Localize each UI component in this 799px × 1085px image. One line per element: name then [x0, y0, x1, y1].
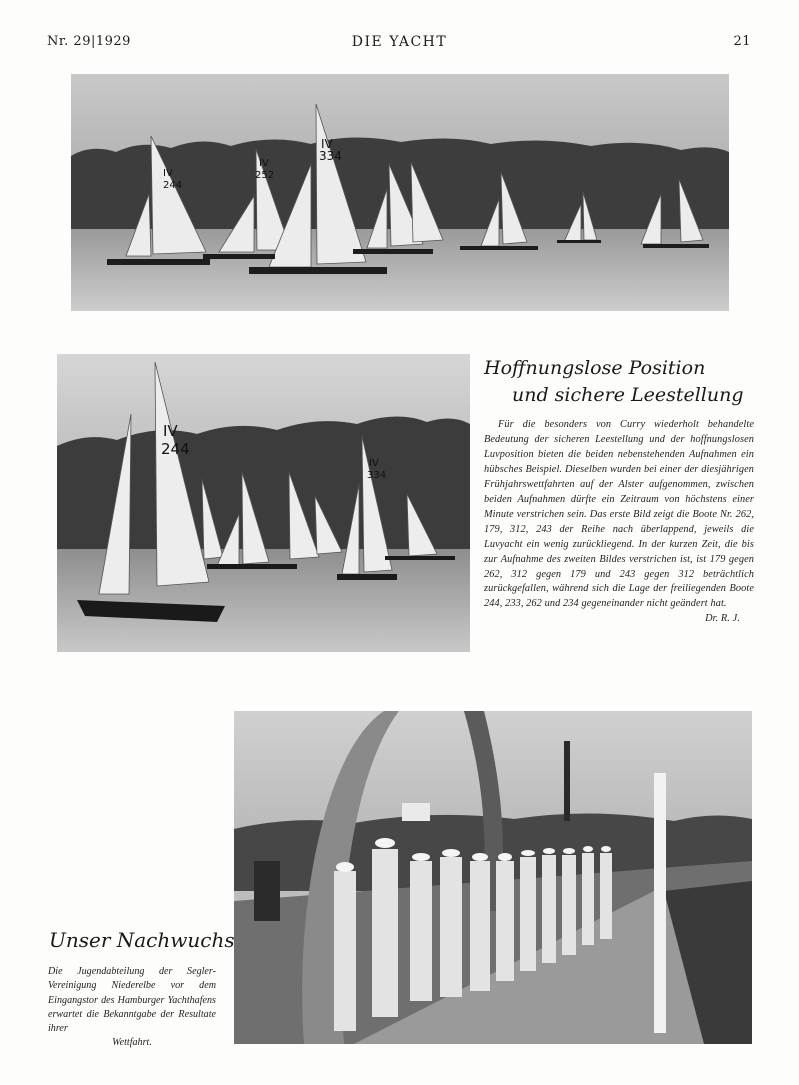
svg-text:IV: IV — [259, 158, 269, 169]
svg-text:334: 334 — [367, 470, 387, 481]
svg-text:244: 244 — [163, 180, 183, 191]
article-body — [484, 418, 754, 627]
photo-caption — [48, 965, 216, 1051]
caption-last-line: Wettfahrt. — [112, 1037, 152, 1049]
article-title-line2: und sichere Leestellung — [512, 384, 744, 406]
svg-text:IV: IV — [163, 422, 178, 440]
section-title: Unser Nachwuchs — [49, 928, 235, 952]
youth-group-photo — [234, 711, 752, 1044]
article-author: Dr. R. J. — [705, 613, 740, 625]
svg-text:IV: IV — [321, 137, 333, 151]
article-title-line1: Hoffnungslose Position — [484, 357, 706, 379]
article-text: Für die besonders von Curry wiederholt behandelte Bedeutung der sicheren Leestellung und der hoffnungslosen Luvposition bieten die beiden nebenstehenden Aufnahmen ein hübsches Beispiel. Dieselben wurden bei einer der diesjährigen Frühjahrswettfahrten auf der Alster aufgenommen, zwischen beiden Aufnahmen dürfte ein Zeitraum von höchstens einer Minute verstrichen sein. Das erste Bild zeigt die Boote Nr. 262, 179, 312, 243 der Reihe nach überlappend, jeweils die Luvyacht ein wenig zurückliegend. In der kurzen Zeit, die bis zur Aufnahme des zweiten Bildes verstrichen ist, ist 179 gegen 262, 312 gegen 179 und 243 gegen 312 beträchtlich zurückgefallen, während sich die Lage der freiliegenden Boote 244, 233, 262 und 234 gegeneinander nicht geändert hat. — [484, 419, 754, 610]
regatta-photo-middle — [57, 354, 470, 652]
page-number: 21 — [733, 34, 751, 49]
regatta-photo-top — [71, 74, 729, 311]
magazine-title: DIE YACHT — [351, 34, 448, 50]
svg-text:252: 252 — [255, 170, 275, 181]
svg-text:IV: IV — [369, 458, 379, 469]
svg-text:334: 334 — [319, 149, 342, 163]
svg-text:IV: IV — [163, 168, 173, 179]
issue-number: Nr. 29|1929 — [47, 34, 131, 49]
caption-text: Die Jugendabteilung der Segler-Vereinigung Niederelbe vor dem Eingangstor des Hamburger Yachthafens erwartet die Bekanntgabe der Resultate ihrer — [48, 966, 216, 1035]
svg-text:244: 244 — [161, 440, 190, 458]
